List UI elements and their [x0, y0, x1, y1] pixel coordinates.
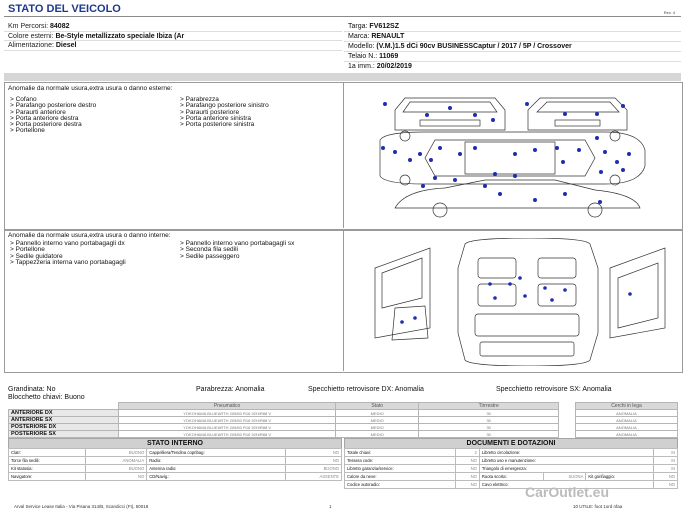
list-item: > Portellone [10, 128, 96, 134]
external-car-diagram [365, 90, 665, 220]
table-row: Torce fila sedili: ANOMALIA Radio: NO [9, 457, 342, 465]
km-row: Km Percorsi: 84082 [8, 23, 70, 30]
targa-value: FV612SZ [369, 23, 399, 30]
colore-row: Colore esterni: Be-Style metallizzato speciale Ibiza (Ar [8, 33, 185, 40]
internal-damage-list-1 [10, 241, 170, 266]
list-item: > Pannello interno vano portabagagli dx [10, 241, 170, 247]
specchietto-dx-status: Specchietto retrovisore DX: Anomalia [308, 386, 424, 393]
column-header: Pneumatico [118, 403, 336, 410]
specchietto-sx-status: Specchietto retrovisore SX: Anomalia [496, 386, 612, 393]
modello-value: (V.M.)1.5 dCi 90cv BUSINESSCaptur / 2017 / 5P / Crossover [376, 43, 572, 50]
immatricolazione-value: 20/02/2019 [376, 63, 412, 70]
table-row: Codice autoradio: NO Cavo elettrico: NO [345, 481, 678, 489]
list-item: > Porta anteriore destra [10, 116, 96, 122]
panel-divider [343, 82, 344, 228]
row-divider [344, 41, 681, 42]
marca-row: Marca: RENAULT [348, 33, 405, 40]
table-row: ANTERIORE SX YOKOHAMA BLUEARTH 205/60 R16 92H/R88 V MEDIO 30 ANOMALIA [9, 417, 678, 424]
documenti-title: DOCUMENTI E DOTAZIONI [344, 438, 678, 449]
table-row: Calore da neve: NO Ruota scorta: SUONA Kit gonfiaggio: NO [345, 473, 678, 481]
list-item: > Tappezzeria interna vano portabagagli [10, 260, 170, 266]
list-item: > Porta posteriore destra [10, 122, 96, 128]
footer-code: 10 UTILE: foot 1ord nfaa [573, 504, 623, 509]
external-damage-list-2 [180, 97, 269, 128]
table-row: ANTERIORE DX YOKOHAMA BLUEARTH 205/60 R16 92H/R88 V MEDIO 30 ANOMALIA [9, 410, 678, 417]
marca-value: RENAULT [371, 33, 405, 40]
blocchetto-status: Blocchetto chiavi: Buono [8, 394, 85, 401]
list-item: > Sedile passeggero [180, 254, 340, 260]
table-row: Totale chiavi: 2 Libretto circolazione: SI [345, 449, 678, 457]
alimentazione-row: Alimentazione: Diesel [8, 42, 77, 49]
list-item: > Parabrezza [180, 97, 269, 103]
km-value: 84082 [50, 23, 70, 30]
list-item: > Porta posteriore sinistra [180, 122, 269, 128]
row-divider [344, 61, 681, 62]
list-item: > Seconda fila sedili [180, 247, 340, 253]
telaio-value: 11069 [379, 53, 399, 60]
internal-car-diagram [370, 238, 670, 366]
tyres-table [8, 402, 678, 438]
stato-interno-title: STATO INTERNO [8, 438, 342, 449]
telaio-row: Telaio N.: 11069 [348, 53, 399, 60]
modello-row: Modello: (V.M.)1.5 dCi 90cv BUSINESSCaptur / 2017 / 5P / Crossover [348, 43, 572, 50]
footer-page-number: 1 [329, 504, 332, 509]
list-item: > Parafango posteriore sinistro [180, 103, 269, 109]
list-item: > Paraurti posteriore [180, 110, 269, 116]
row-divider [4, 40, 342, 41]
parabrezza-status: Parabrezza: Anomalia [196, 386, 265, 393]
list-item: > Pannello interno vano portabagagli sx [180, 241, 340, 247]
table-row: POSTERIORE DX YOKOHAMA BLUEARTH 205/60 R16 92H/R88 V MEDIO 30 ANOMALIA [9, 424, 678, 431]
row-divider [344, 31, 681, 32]
list-item: > Paraurti anteriore [10, 110, 96, 116]
table-header [9, 403, 678, 410]
title-divider [4, 16, 681, 17]
damage-dots [381, 102, 631, 204]
footer-company: Arval Service Lease Italia - Via Pisana 314/B, Scandicci (FI), 50018 [14, 504, 149, 509]
row-divider [4, 50, 342, 51]
table-row: Tessera code: NO Libretto uso e manutenzione: SI [345, 457, 678, 465]
section-band [4, 73, 681, 81]
table-row: POSTERIORE SX YOKOHAMA BLUEARTH 205/60 R16 92H/R88 V MEDIO 30 ANOMALIA [9, 431, 678, 438]
table-row: Navigatore: NO CD/Navig.: ASSENTE [9, 473, 342, 481]
panel-divider [343, 230, 344, 371]
alimentazione-value: Diesel [55, 42, 77, 49]
page-title: STATO DEL VEICOLO [8, 3, 121, 15]
list-item: > Porta anteriore sinistra [180, 116, 269, 122]
column-header: Cerchi in lega [575, 403, 677, 410]
grandinata-status: Grandinata: No [8, 386, 56, 393]
list-item: > Cofano [10, 97, 96, 103]
stato-interno-table [8, 448, 342, 481]
column-header: Stato [336, 403, 418, 410]
internal-damage-list-2 [180, 241, 340, 260]
documenti-table [344, 448, 678, 489]
immatricolazione-row: 1a imm.: 20/02/2019 [348, 63, 412, 70]
table-row: Libretto garanzia/service: NO Triangolo di emergenza: SI [345, 465, 678, 473]
table-row: Clatr: BUONO Cappelliera/Tendina copribag: NO [9, 449, 342, 457]
table-row: Kit statosia: BUONO Antenna radio: BUONO [9, 465, 342, 473]
revision-number: Rev. 4 [663, 10, 675, 15]
watermark-logo: CarOutlet.eu [525, 484, 610, 500]
column-header: Tirrrestre [418, 403, 558, 410]
targa-row: Targa: FV612SZ [348, 23, 399, 30]
row-divider [344, 51, 681, 52]
colore-value: Be-Style metallizzato speciale Ibiza (Ar [55, 33, 185, 40]
external-damage-title: Anomalie da normale usura,extra usura o danno esterne: [8, 85, 173, 92]
external-damage-list-1 [10, 97, 96, 135]
internal-damage-title: Anomalie da normale usura,extra usura o danno interne: [8, 232, 171, 239]
list-item: > Portellone [10, 247, 170, 253]
row-divider [4, 31, 342, 32]
list-item: > Parafango posteriore destro [10, 103, 96, 109]
list-item: > Sedile guidatore [10, 254, 170, 260]
